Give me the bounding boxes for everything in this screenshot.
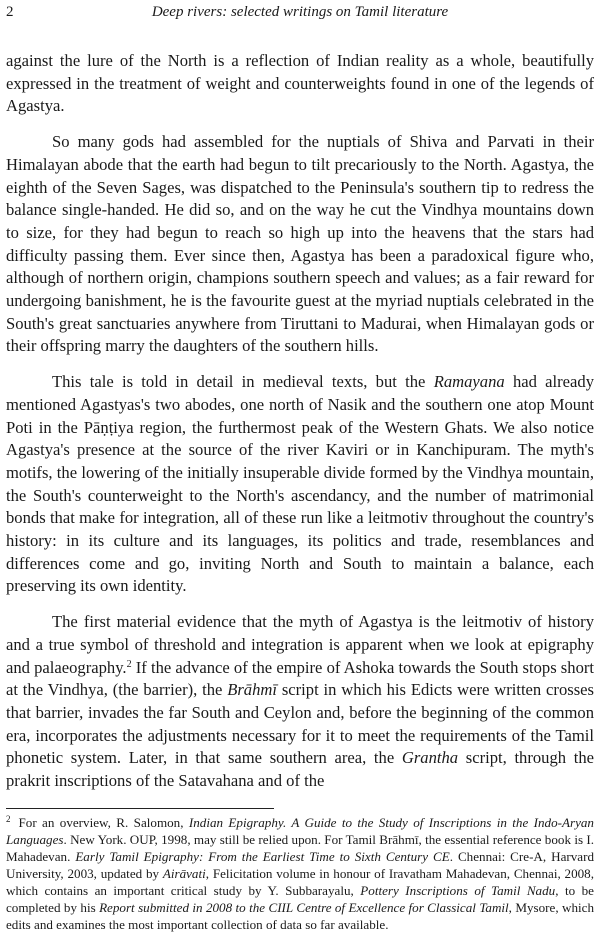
footnote-text-3: . New York. OUP, 1998, may still be relied upon. For Tamil Brāhmī, the essential reference book is I. Mahadevan.: [6, 832, 594, 864]
footnote-body: [6, 814, 594, 933]
paragraph-1: [6, 50, 594, 118]
footnote-title-3: Airāvati: [162, 866, 206, 881]
page-header: [6, 4, 594, 26]
footnote-divider: [6, 808, 274, 809]
paragraph-3: [6, 371, 594, 598]
paragraph-3-text-c: had already mentioned Agastyas's two abodes, one north of Nasik and the southern one atop Mount Poti in the Pāṇṭiya region, the furthermost peak of the Western Ghats. We also notice Agastya's presence at the source of the river Kaviri or in Kanchipuram. The myth's motifs, the lowering of the initially insuperable divide formed by the Vindhya mountain, the South's counterweight to the North's ascendancy, and the number of matrimonial bonds that make for integration, all of these run like a leitmotiv throughout the country's history: in its culture and its languages, its politics and trade, resemblances and differences come and go, inviting North and South to maintain a balance, each preserving its own identity.: [6, 372, 594, 596]
footnote-text-5: . Chennai: Cre-A, Harvard University, 2003, updated by: [6, 849, 595, 881]
footnote-text-9: , to be completed by his: [6, 883, 594, 915]
brahmi-term: Brāhmī: [227, 680, 277, 700]
paragraph-1-text: against the lure of the North is a reflection of Indian reality as a whole, beautifully expressed in the treatment of weight and counterweights found in one of the legends of Agastya.: [6, 51, 594, 116]
footnote-text-7: , Felicitation volume in honour of Iravatham Mahadevan, Chennai, 2008, which contains an important critical study by Y. Subbarayalu,: [6, 866, 594, 898]
grantha-term: Grantha: [401, 748, 459, 768]
footnote-mark: 2: [6, 814, 11, 824]
paragraph-2-text: So many gods had assembled for the nuptials of Shiva and Parvati in their Himalayan abode that the earth had begun to tilt precariously to the North. Agastya, the eighth of the Seven Sages, was dispatched to the Peninsula's southern tip to redress the balance single-handed. He did so, and on the way he cut the Vindhya mountains down to size, for they had begun to reach so high up into the heavens that the stars had difficulty passing them. Ever since then, Agastya has been a paradoxical figure who, although of northern origin, champions southern speech and values; as a fair reward for undergoing banishment, he is the favourite guest at the myriad nuptials celebrated in the South's great sanctuaries anywhere from Tiruttani to Madurai, when Himalayan gods or their offspring marry the daughters of the southern hills.: [6, 132, 594, 356]
footnote-title-4: Pottery Inscriptions of Tamil Nadu: [360, 883, 556, 898]
ramayana-title: Ramayana: [433, 372, 505, 392]
footnote-text-11: , Mysore, which edits and examines the most important collection of data so far available.: [6, 900, 594, 932]
footnote-title-5: Report submitted in 2008 to the CIIL Centre of Excellence for Classical Tamil: [99, 900, 509, 915]
footnote-reference[interactable]: 2: [126, 658, 132, 670]
paragraph-3-text-a: This tale is told in detail in medieval texts, but the: [52, 372, 434, 392]
footnote-title-1: Indian Epigraphy. A Guide to the Study of Inscriptions in the Indo-Aryan Languages: [6, 815, 594, 847]
footnote-title-2: Early Tamil Epigraphy: From the Earliest Time to Sixth Century CE: [75, 849, 450, 864]
paragraph-4-text-f: script, through the prakrit inscriptions of the Satavahana and of the: [6, 748, 594, 791]
page-number: 2: [6, 4, 14, 20]
running-title: Deep rivers: selected writings on Tamil literature: [151, 4, 449, 20]
paragraph-4: [6, 611, 594, 793]
body-text: [6, 50, 594, 806]
paragraph-4-text-d: script in which his Edicts were written crosses that barrier, invades the far South and Ceylon and, before the beginning of the common era, incorporates the adjustments necessary for it to meet the requirements of the Tamil phonetic system. Later, in that same southern area, the: [6, 680, 594, 768]
footnote-text-1: For an overview, R. Salomon,: [18, 815, 189, 830]
footnote: [6, 814, 594, 933]
paragraph-4-text-a: The first material evidence that the myth of Agastya is the leitmotiv of history and a true symbol of threshold and integration is apparent when we look at epigraphy and palaeography.: [6, 612, 594, 677]
paragraph-4-text-b: If the advance of the empire of Ashoka towards the South stops short at the Vindhya, (the barrier), the: [6, 657, 594, 700]
paragraph-2: [6, 131, 594, 358]
